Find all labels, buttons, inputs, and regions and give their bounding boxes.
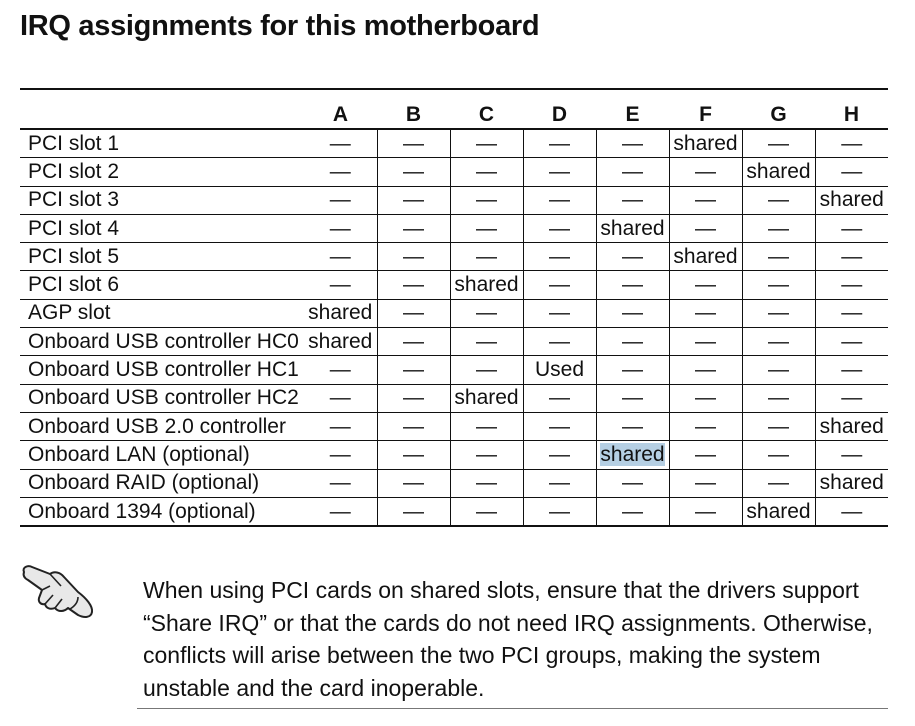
irq-cell-value: shared [600, 442, 665, 466]
irq-cell-value: — [768, 273, 789, 297]
irq-cell-value: — [768, 358, 789, 382]
irq-cell-value: — [622, 188, 643, 212]
irq-cell-value: — [768, 386, 789, 410]
irq-cell [304, 384, 377, 412]
irq-cell-value: — [695, 471, 716, 495]
table-body [20, 129, 888, 526]
irq-cell-value: — [695, 442, 716, 466]
irq-cell [815, 158, 888, 186]
irq-cell-value: — [476, 244, 497, 268]
device-name-cell: PCI slot 6 [20, 271, 304, 299]
irq-cell-value: — [841, 216, 863, 240]
irq-cell [450, 299, 523, 327]
irq-cell-value: — [695, 216, 716, 240]
irq-cell [523, 214, 596, 242]
note-divider [137, 708, 888, 709]
irq-cell [377, 384, 450, 412]
irq-cell [596, 328, 669, 356]
irq-cell-value: shared [819, 188, 884, 212]
irq-cell [669, 299, 742, 327]
irq-cell-value: — [768, 216, 789, 240]
irq-cell-value: — [622, 244, 643, 268]
irq-cell [450, 158, 523, 186]
irq-cell [523, 158, 596, 186]
irq-cell [450, 441, 523, 469]
irq-cell-value: — [622, 131, 643, 155]
irq-cell-value: shared [308, 301, 373, 325]
irq-cell [742, 214, 815, 242]
irq-cell-value: — [549, 499, 570, 523]
irq-cell-value: shared [454, 386, 519, 410]
irq-cell-value: shared [746, 159, 811, 183]
irq-column-header: D [523, 89, 596, 129]
irq-cell [450, 469, 523, 497]
irq-cell-value: shared [819, 414, 884, 438]
irq-cell-value: shared [673, 131, 738, 155]
device-name-cell: Onboard RAID (optional) [20, 469, 304, 497]
irq-cell-value: — [476, 329, 497, 353]
irq-cell-value: — [329, 273, 351, 297]
irq-cell [304, 469, 377, 497]
irq-cell-value: — [329, 414, 351, 438]
device-name-cell: PCI slot 2 [20, 158, 304, 186]
irq-cell-value: — [841, 159, 863, 183]
irq-cell-value: — [329, 159, 351, 183]
device-name-cell: Onboard LAN (optional) [20, 441, 304, 469]
irq-cell-value: — [329, 442, 351, 466]
irq-cell [377, 186, 450, 214]
irq-cell [669, 497, 742, 526]
irq-cell [304, 412, 377, 440]
irq-cell [450, 328, 523, 356]
irq-cell-value: — [329, 358, 351, 382]
irq-cell [596, 214, 669, 242]
irq-cell-value: — [622, 301, 643, 325]
irq-cell-value: — [695, 273, 716, 297]
irq-cell-value: — [622, 386, 643, 410]
device-column-header [20, 89, 304, 129]
irq-cell [596, 356, 669, 384]
irq-cell [815, 328, 888, 356]
irq-cell [523, 412, 596, 440]
irq-cell-value: — [549, 216, 570, 240]
irq-cell-value: shared [308, 329, 373, 353]
irq-cell [304, 243, 377, 271]
irq-cell [304, 441, 377, 469]
device-name-cell: AGP slot [20, 299, 304, 327]
table-row [20, 384, 888, 412]
irq-cell-value: — [403, 386, 424, 410]
irq-cell-value: — [549, 329, 570, 353]
irq-cell [450, 129, 523, 158]
irq-cell-value: — [622, 273, 643, 297]
irq-cell-value: — [549, 131, 570, 155]
irq-cell [377, 243, 450, 271]
irq-cell [377, 158, 450, 186]
irq-cell-value: — [695, 499, 716, 523]
irq-cell [523, 356, 596, 384]
irq-cell-value: — [841, 442, 863, 466]
irq-column-header: F [669, 89, 742, 129]
device-name-cell: PCI slot 1 [20, 129, 304, 158]
irq-cell [669, 441, 742, 469]
pointing-hand-icon [20, 562, 96, 622]
header-row [20, 89, 888, 129]
irq-cell [742, 271, 815, 299]
irq-cell-value: shared [454, 273, 519, 297]
irq-cell [596, 129, 669, 158]
irq-cell [742, 186, 815, 214]
table-row [20, 186, 888, 214]
irq-cell-value: — [768, 442, 789, 466]
device-name-cell: PCI slot 4 [20, 214, 304, 242]
irq-cell-value: — [403, 301, 424, 325]
irq-cell-value: — [403, 499, 424, 523]
irq-cell [304, 186, 377, 214]
irq-cell [669, 328, 742, 356]
irq-cell [815, 299, 888, 327]
irq-cell-value: — [403, 159, 424, 183]
irq-cell-value: — [476, 131, 497, 155]
irq-cell [304, 497, 377, 526]
irq-column-header: G [742, 89, 815, 129]
irq-cell-value: — [403, 414, 424, 438]
note-text: When using PCI cards on shared slots, ensure that the drivers support “Share IRQ” or that the cards do not need IRQ assignments. Otherwise, conflicts will arise between the two PCI groups, making the system unstable and the card inoperable. [143, 577, 873, 701]
irq-cell-value: — [329, 188, 351, 212]
irq-cell [523, 328, 596, 356]
table-row [20, 129, 888, 158]
irq-cell [523, 243, 596, 271]
table-row [20, 441, 888, 469]
irq-cell-value: — [622, 358, 643, 382]
irq-cell-value: — [622, 329, 643, 353]
irq-cell [523, 497, 596, 526]
table-row [20, 243, 888, 271]
irq-cell [596, 271, 669, 299]
irq-cell [450, 497, 523, 526]
irq-cell-value: shared [673, 244, 738, 268]
irq-cell-value: — [841, 329, 863, 353]
irq-cell-value: — [476, 216, 497, 240]
irq-cell-value: — [768, 301, 789, 325]
irq-cell-value: — [403, 442, 424, 466]
irq-cell [523, 384, 596, 412]
irq-cell [450, 243, 523, 271]
irq-cell-value: — [695, 386, 716, 410]
irq-cell [523, 129, 596, 158]
irq-cell-value: — [622, 414, 643, 438]
table-header [20, 89, 888, 129]
irq-cell-value: — [329, 131, 351, 155]
irq-cell-value: — [329, 471, 351, 495]
irq-cell [523, 271, 596, 299]
irq-cell [523, 441, 596, 469]
table-row [20, 271, 888, 299]
irq-cell [669, 412, 742, 440]
irq-cell [523, 469, 596, 497]
irq-cell-value: — [403, 131, 424, 155]
irq-cell [377, 356, 450, 384]
irq-cell-value: — [403, 471, 424, 495]
irq-cell-value: — [695, 188, 716, 212]
irq-cell [669, 243, 742, 271]
irq-cell-value: — [549, 159, 570, 183]
irq-cell [815, 412, 888, 440]
irq-cell [742, 299, 815, 327]
irq-column-header: H [815, 89, 888, 129]
device-name-cell: Onboard USB controller HC0 [20, 328, 304, 356]
device-name-cell: Onboard USB 2.0 controller [20, 412, 304, 440]
irq-cell-value: — [403, 329, 424, 353]
irq-cell-value: — [549, 442, 570, 466]
irq-cell [450, 186, 523, 214]
irq-cell [377, 299, 450, 327]
irq-column-header: C [450, 89, 523, 129]
irq-cell [377, 469, 450, 497]
irq-cell [304, 299, 377, 327]
irq-cell [815, 129, 888, 158]
irq-cell-value: — [476, 159, 497, 183]
irq-cell [523, 186, 596, 214]
device-name-cell: Onboard 1394 (optional) [20, 497, 304, 526]
irq-cell-value: — [549, 301, 570, 325]
irq-cell [815, 243, 888, 271]
irq-cell [815, 497, 888, 526]
irq-cell [596, 158, 669, 186]
table-row [20, 158, 888, 186]
irq-cell [304, 328, 377, 356]
irq-cell [596, 469, 669, 497]
irq-cell [596, 441, 669, 469]
irq-cell [742, 412, 815, 440]
irq-cell [742, 356, 815, 384]
irq-cell [669, 356, 742, 384]
irq-cell-value: — [549, 273, 570, 297]
irq-cell-value: — [403, 216, 424, 240]
device-name-cell: Onboard USB controller HC2 [20, 384, 304, 412]
irq-cell-value: — [476, 471, 497, 495]
irq-cell [596, 412, 669, 440]
irq-cell [815, 356, 888, 384]
irq-cell-value: — [549, 414, 570, 438]
irq-cell-value: — [768, 244, 789, 268]
irq-cell-value: — [622, 159, 643, 183]
irq-cell-value: — [403, 358, 424, 382]
irq-cell [669, 214, 742, 242]
irq-cell-value: — [841, 499, 863, 523]
irq-cell-value: — [841, 386, 863, 410]
irq-cell-value: — [622, 471, 643, 495]
table-row [20, 328, 888, 356]
irq-cell [669, 271, 742, 299]
irq-cell-value: — [549, 244, 570, 268]
irq-cell [596, 497, 669, 526]
irq-cell [742, 441, 815, 469]
table-row [20, 214, 888, 242]
table-row [20, 299, 888, 327]
irq-cell-value: — [841, 131, 863, 155]
irq-cell [742, 129, 815, 158]
irq-column-header: B [377, 89, 450, 129]
irq-cell-value: Used [534, 358, 585, 382]
irq-cell-value: — [476, 188, 497, 212]
irq-cell-value: — [476, 358, 497, 382]
device-name-cell: PCI slot 3 [20, 186, 304, 214]
irq-cell [596, 243, 669, 271]
irq-cell [377, 412, 450, 440]
table-row [20, 356, 888, 384]
irq-cell [377, 271, 450, 299]
irq-cell-value: shared [819, 471, 884, 495]
irq-cell-value: — [329, 216, 351, 240]
irq-cell [450, 214, 523, 242]
irq-cell-value: — [768, 329, 789, 353]
irq-cell-value: — [841, 301, 863, 325]
irq-cell [815, 469, 888, 497]
device-name-cell: PCI slot 5 [20, 243, 304, 271]
irq-cell [669, 158, 742, 186]
irq-cell [669, 384, 742, 412]
irq-cell [815, 441, 888, 469]
irq-cell-value: — [841, 358, 863, 382]
irq-cell [450, 384, 523, 412]
irq-cell [669, 129, 742, 158]
irq-cell-value: — [622, 499, 643, 523]
irq-cell [377, 328, 450, 356]
irq-cell [815, 186, 888, 214]
device-name-cell: Onboard USB controller HC1 [20, 356, 304, 384]
irq-cell-value: — [476, 442, 497, 466]
irq-cell-value: — [549, 386, 570, 410]
irq-cell [304, 129, 377, 158]
irq-cell-value: — [841, 244, 863, 268]
irq-cell [815, 271, 888, 299]
irq-cell-value: — [329, 244, 351, 268]
irq-cell-value: — [476, 414, 497, 438]
irq-cell [304, 214, 377, 242]
irq-cell-value: — [768, 188, 789, 212]
irq-cell-value: — [403, 273, 424, 297]
irq-cell [742, 497, 815, 526]
irq-column-header: E [596, 89, 669, 129]
irq-cell-value: shared [600, 216, 665, 240]
irq-cell [742, 384, 815, 412]
irq-cell [304, 271, 377, 299]
irq-cell [377, 497, 450, 526]
irq-cell [742, 328, 815, 356]
irq-cell-value: — [403, 244, 424, 268]
irq-cell [815, 214, 888, 242]
irq-cell [742, 158, 815, 186]
irq-cell-value: — [695, 329, 716, 353]
irq-cell-value: — [768, 131, 789, 155]
irq-cell [596, 299, 669, 327]
irq-cell-value: — [768, 414, 789, 438]
irq-cell-value: — [768, 471, 789, 495]
irq-cell [304, 356, 377, 384]
irq-cell-value: — [841, 273, 863, 297]
irq-cell-value: — [695, 159, 716, 183]
irq-cell-value: — [549, 471, 570, 495]
irq-cell [596, 384, 669, 412]
table-row [20, 469, 888, 497]
irq-cell [377, 441, 450, 469]
irq-cell-value: — [695, 358, 716, 382]
irq-cell-value: — [695, 301, 716, 325]
page-title: IRQ assignments for this motherboard [20, 10, 540, 42]
irq-cell [450, 356, 523, 384]
irq-cell [669, 469, 742, 497]
irq-assignment-table [20, 88, 888, 527]
irq-cell-value: — [329, 499, 351, 523]
irq-cell-value: — [403, 188, 424, 212]
irq-cell-value: — [329, 386, 351, 410]
irq-cell [742, 243, 815, 271]
irq-cell [815, 384, 888, 412]
irq-cell-value: — [476, 499, 497, 523]
irq-cell [377, 129, 450, 158]
irq-cell [304, 158, 377, 186]
irq-cell [742, 469, 815, 497]
irq-column-header: A [304, 89, 377, 129]
irq-cell [596, 186, 669, 214]
irq-cell [669, 186, 742, 214]
irq-cell [377, 214, 450, 242]
irq-cell [450, 412, 523, 440]
irq-cell-value: — [476, 301, 497, 325]
table-row [20, 497, 888, 526]
irq-cell-value: — [695, 414, 716, 438]
table-row [20, 412, 888, 440]
irq-cell-value: shared [746, 499, 811, 523]
irq-cell [523, 299, 596, 327]
irq-cell-value: — [549, 188, 570, 212]
irq-cell [450, 271, 523, 299]
